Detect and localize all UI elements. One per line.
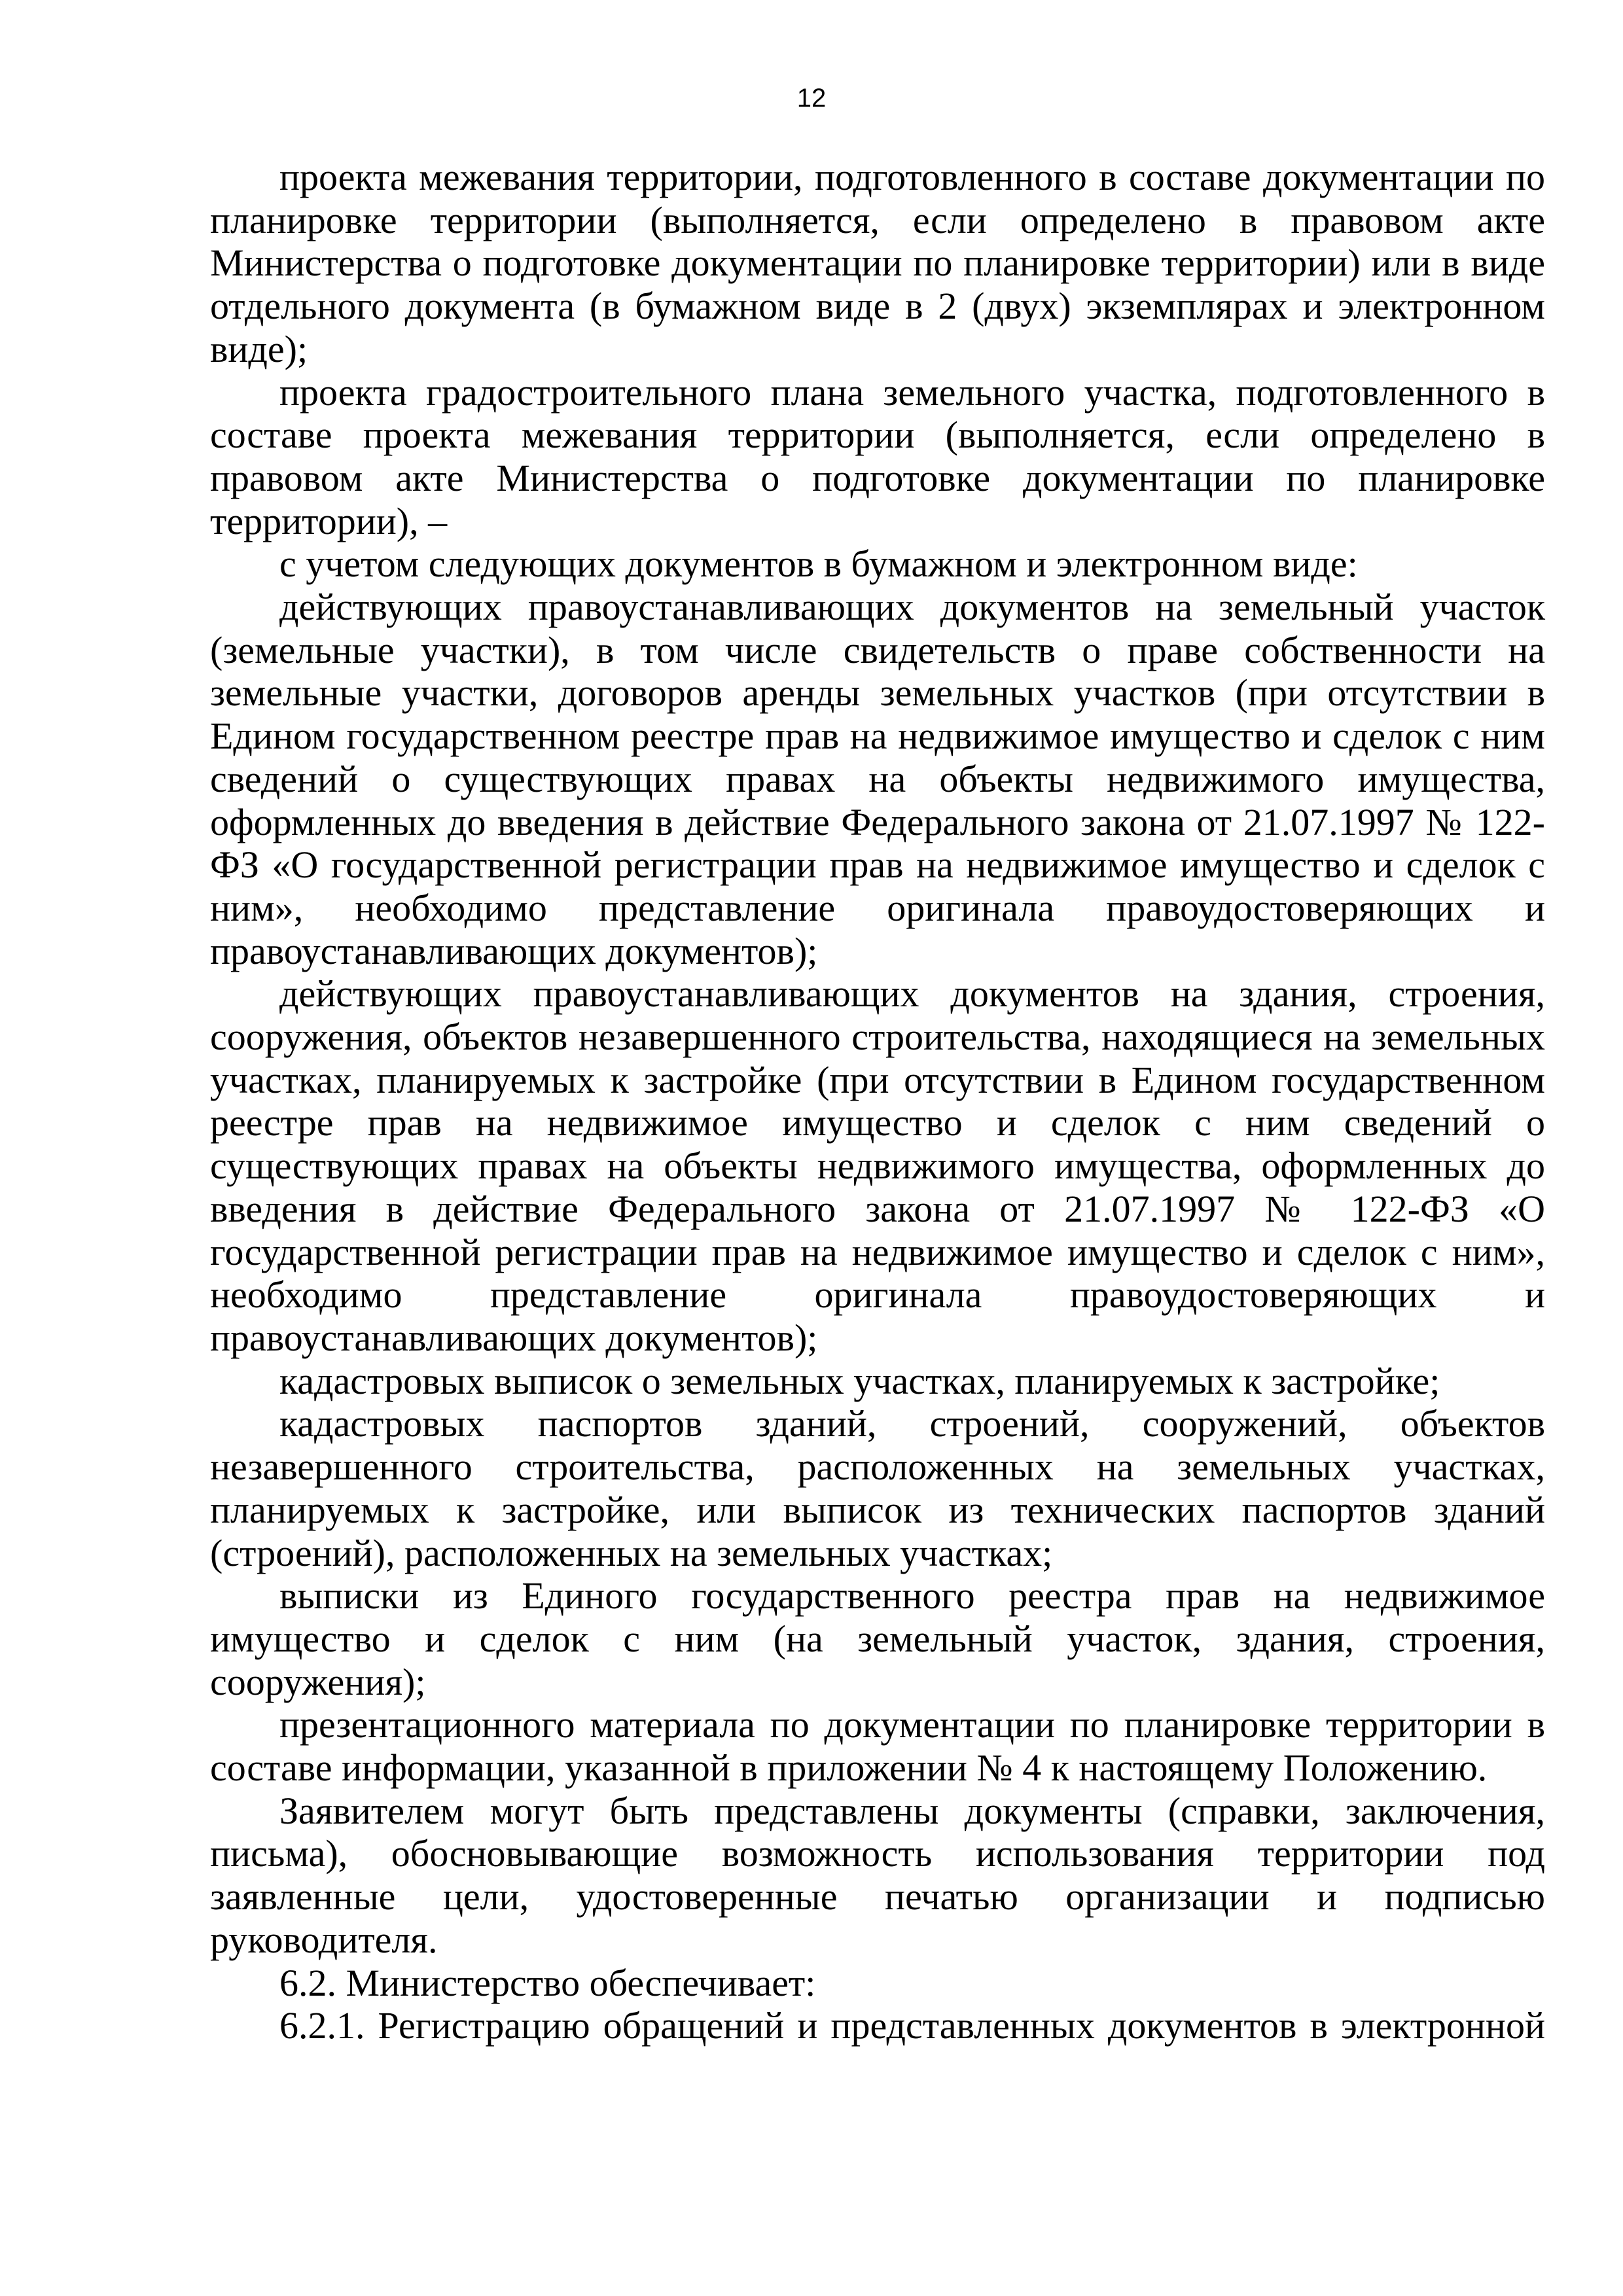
- paragraph-continued: 6.2.1. Регистрацию обращений и представленных документов в электронной: [279, 2004, 1545, 2047]
- page-number: 12: [796, 84, 827, 113]
- paragraph: выписки из Единого государственного реестра прав на недвижимое имущество и сделок с ним (на земельный участок, здания, строения, сооружения);: [210, 1574, 1545, 1703]
- paragraph: проекта градостроительного плана земельного участка, подготовленного в составе проекта межевания территории (выполняется, если определено в правовом акте Министерства о подготовке документации по планировке территории), –: [210, 370, 1545, 542]
- paragraph: Заявителем могут быть представлены документы (справки, заключения, письма), обосновывающие возможность использования территории под заявленные цели, удостоверенные печатью организации и подписью руководителя.: [210, 1789, 1545, 1961]
- paragraph: кадастровых паспортов зданий, строений, сооружений, объектов незавершенного строительства, расположенных на земельных участках, планируемых к застройке, или выписок из технических паспортов зданий (строений), расположенных на земельных участках;: [210, 1402, 1545, 1574]
- paragraph: презентационного материала по документации по планировке территории в составе информации, указанной в приложении № 4 к настоящему Положению.: [210, 1703, 1545, 1790]
- paragraph: действующих правоустанавливающих документов на земельный участок (земельные участки), в том числе свидетельств о праве собственности на земельные участки, договоров аренды земельных участков (при отсутствии в Едином государственном реестре прав на недвижимое имущество и сделок с ним сведений о существующих правах на объекты недвижимого имущества, оформленных до введения в действие Федерального закона от 21.07.1997 № 122-ФЗ «О государственной регистрации прав на недвижимое имущество и сделок с ним», необходимо представление оригинала правоудостоверяющих и правоустанавливающих документов);: [210, 586, 1545, 972]
- paragraph: кадастровых выписок о земельных участках, планируемых к застройке;: [279, 1359, 1440, 1402]
- paragraph: проекта межевания территории, подготовленного в составе документации по планировке территории (выполняется, если определено в правовом акте Министерства о подготовке документации по планировке территории) или в виде отдельного документа (в бумажном виде в 2 (двух) экземплярах и электронном виде);: [210, 156, 1545, 370]
- paragraph: действующих правоустанавливающих документов на здания, строения, сооружения, объектов незавершенного строительства, находящиеся на земельных участках, планируемых к застройке (при отсутствии в Едином государственном реестре прав на недвижимое имущество и сделок с ним сведений о существующих правах на объекты недвижимого имущества, оформленных до введения в действие Федерального закона от 21.07.1997 № 122-ФЗ «О государственной регистрации прав на недвижимое имущество и сделок с ним», необходимо представление оригинала правоудостоверяющих и правоустанавливающих документов);: [210, 972, 1545, 1359]
- section-heading: 6.2. Министерство обеспечивает:: [279, 1961, 816, 2004]
- document-body: [210, 156, 1545, 2047]
- paragraph: с учетом следующих документов в бумажном и электронном виде:: [279, 542, 1358, 586]
